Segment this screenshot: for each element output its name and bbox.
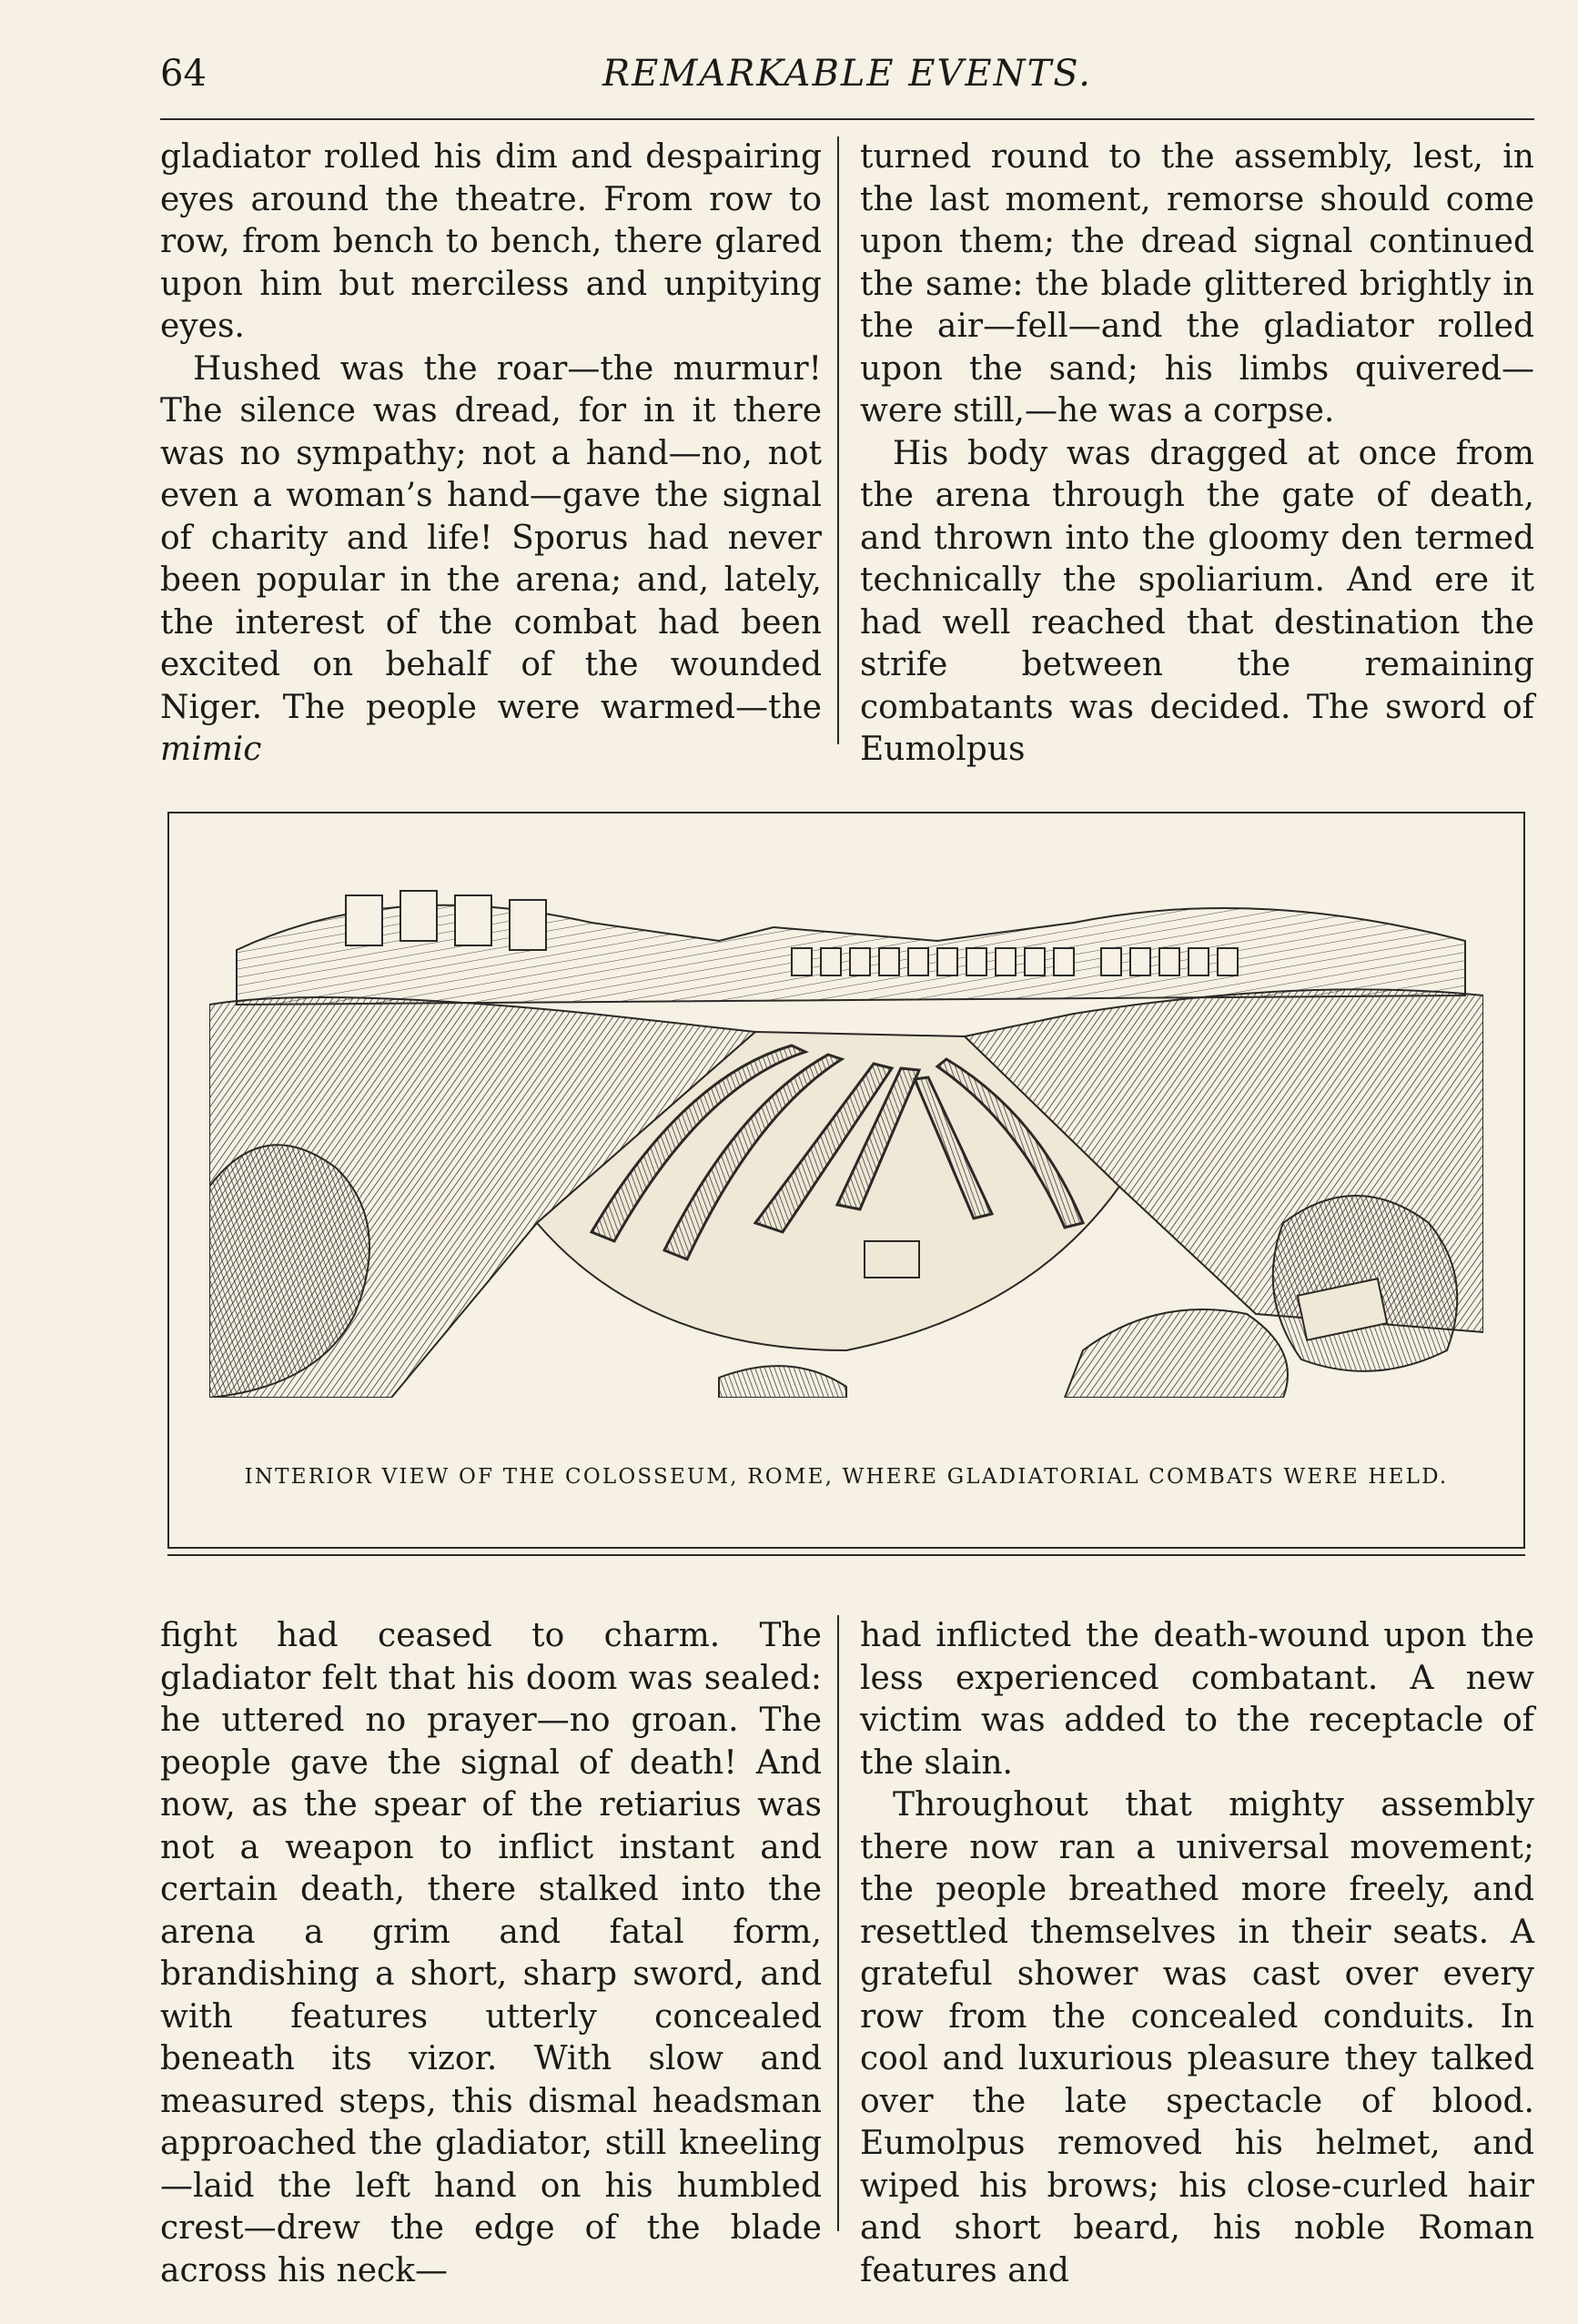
paragraph: His body was dragged at once from the arena through the gate of death, and thrown into the gloomy den termed technically the spoliarium. And ere it had well reached that destination the strife between the remaining combatants was decided. The sword of Eumolpus xyxy=(860,434,1534,768)
paragraph: fight had ceased to charm. The gladiator felt that his doom was sealed: he uttered no prayer—no groan. The people gave the signal of death! And now, as the spear of the retiarius was not a weapon to inflict instant and certain death, there stalked into the arena a grim and fatal form, brandishing a short, sharp sword, and with features utterly concealed beneath its vizor. With slow and measured steps, this dismal headsman approached the gladiator, still kneeling—laid the left hand on his humbled crest—drew the edge of the blade across his neck— xyxy=(160,1617,822,2289)
paragraph: Throughout that mighty assembly there now ran a universal movement; the people breathed more freely, and resettled themselves in their seats. A grateful shower was cast over every row from the concealed conduits. In cool and luxurious pleasure they talked over the late spectacle of blood. Eumolpus removed his helmet, and wiped his brows; his close-curled hair and short beard, his noble Roman features and xyxy=(860,1786,1534,2289)
column-divider xyxy=(837,1615,839,2231)
paragraph: turned round to the assembly, lest, in the last moment, remorse should come upon them; the dread signal continued the same: the blade glittered brightly in the air—fell—and the gladiator rolled upon the sand; his limbs quivered—were still,—he was a corpse. xyxy=(860,138,1534,429)
paragraph: Hushed was the roar—the murmur! The silence was dread, for in it there was no sympathy; not a hand—no, not even a woman’s hand—gave the signal of charity and life! Sporus had never been popular in the arena; and, lately, the interest of the combat had been excited on behalf of the wounded Niger. The people were warmed—the mimic xyxy=(160,349,822,768)
page-number: 64 xyxy=(160,53,207,95)
paragraph: had inflicted the death-wound upon the less experienced combatant. A new victim was added to the receptacle of the slain. xyxy=(860,1617,1534,1782)
running-head: REMARKABLE EVENTS. xyxy=(602,53,1092,95)
paragraph: gladiator rolled his dim and despairing eyes around the theatre. From row to row, from bench to bench, there glared upon him but merciless and unpitying eyes. xyxy=(160,138,822,345)
column-divider xyxy=(837,136,839,744)
bottom-left-column xyxy=(160,1615,822,2292)
bottom-right-column xyxy=(860,1615,1534,2292)
colosseum-engraving xyxy=(209,841,1483,1398)
header-rule xyxy=(160,118,1534,120)
top-left-column xyxy=(160,136,822,772)
figure-bottom-rule xyxy=(167,1554,1525,1556)
italic-word: mimic xyxy=(160,731,262,768)
figure-frame xyxy=(167,812,1525,1549)
page-header xyxy=(160,53,1534,107)
top-right-column xyxy=(860,136,1534,772)
figure-caption: INTERIOR VIEW OF THE COLOSSEUM, ROME, WHERE GLADIATORIAL COMBATS WERE HELD. xyxy=(244,1465,1449,1489)
